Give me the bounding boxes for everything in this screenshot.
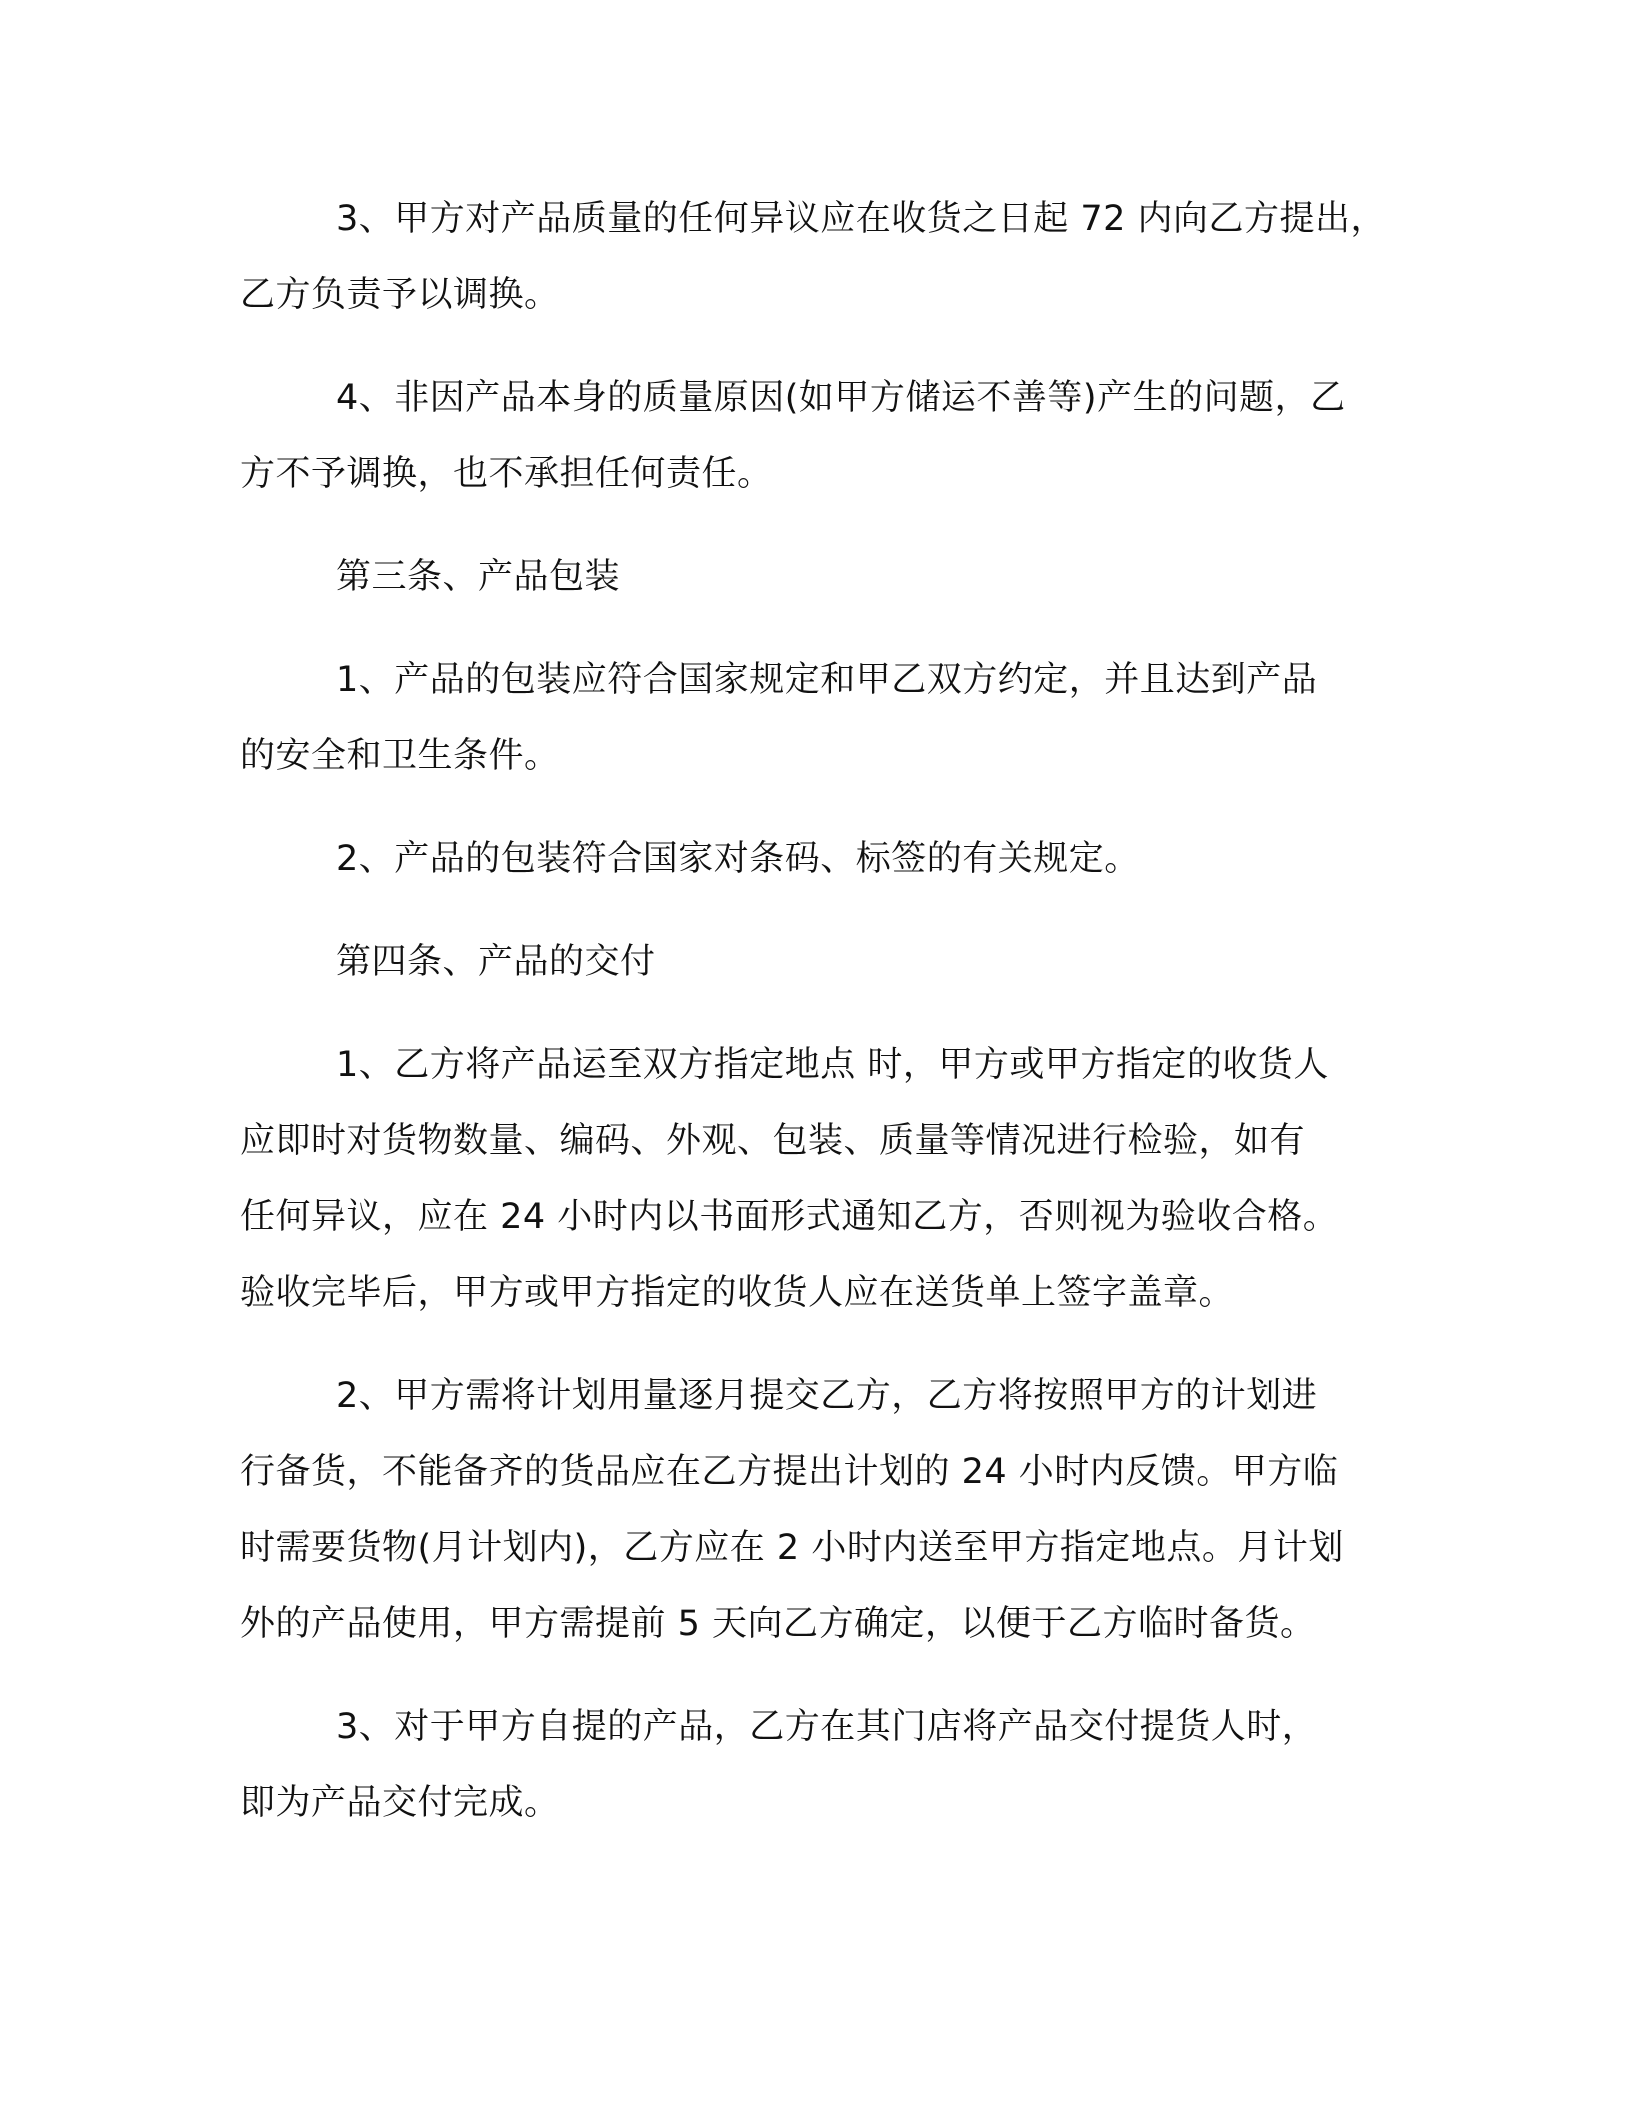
clause-4-item-3: [240, 1689, 1400, 1841]
text-line: 任何异议，应在 24 小时内以书面形式通知乙方，否则视为验收合格。: [240, 1197, 1339, 1237]
text-line: 2、产品的包装符合国家对条码、标签的有关规定。: [336, 839, 1140, 879]
clause-2-item-4: [240, 360, 1400, 512]
text-line: 1、产品的包装应符合国家规定和甲乙双方约定，并且达到产品: [336, 660, 1318, 700]
text-line: 应即时对货物数量、编码、外观、包装、质量等情况进行检验，如有: [240, 1121, 1306, 1161]
section-heading-clause-4: 第四条、产品的交付: [336, 942, 656, 982]
text-line: 3、对于甲方自提的产品，乙方在其门店将产品交付提货人时，: [336, 1707, 1318, 1747]
clause-4-item-1: [240, 1027, 1400, 1331]
text-line: 1、乙方将产品运至双方指定地点 时，甲方或甲方指定的收货人: [336, 1045, 1329, 1085]
text-line: 行备货，不能备齐的货品应在乙方提出计划的 24 小时内反馈。甲方临: [240, 1452, 1339, 1492]
clause-3-item-1: [240, 642, 1400, 794]
text-line: 时需要货物(月计划内)，乙方应在 2 小时内送至甲方指定地点。月计划: [240, 1528, 1344, 1568]
text-line: 方不予调换，也不承担任何责任。: [240, 454, 773, 494]
text-line: 3、甲方对产品质量的任何异议应在收货之日起 72 内向乙方提出，: [336, 199, 1387, 239]
clause-2-item-3: [240, 181, 1400, 333]
clause-4-item-2: [240, 1358, 1400, 1662]
section-heading-clause-3: 第三条、产品包装: [336, 557, 621, 597]
text-line: 4、非因产品本身的质量原因(如甲方储运不善等)产生的问题，乙: [336, 378, 1346, 418]
clause-3-item-2: [240, 821, 1400, 897]
text-line: 验收完毕后，甲方或甲方指定的收货人应在送货单上签字盖章。: [240, 1273, 1235, 1313]
text-line: 即为产品交付完成。: [240, 1783, 560, 1823]
text-line: 乙方负责予以调换。: [240, 275, 560, 315]
text-line: 2、甲方需将计划用量逐月提交乙方，乙方将按照甲方的计划进: [336, 1376, 1318, 1416]
document-body: [240, 181, 1400, 1868]
text-line: 的安全和卫生条件。: [240, 736, 560, 776]
text-line: 外的产品使用，甲方需提前 5 天向乙方确定，以便于乙方临时备货。: [240, 1604, 1316, 1644]
